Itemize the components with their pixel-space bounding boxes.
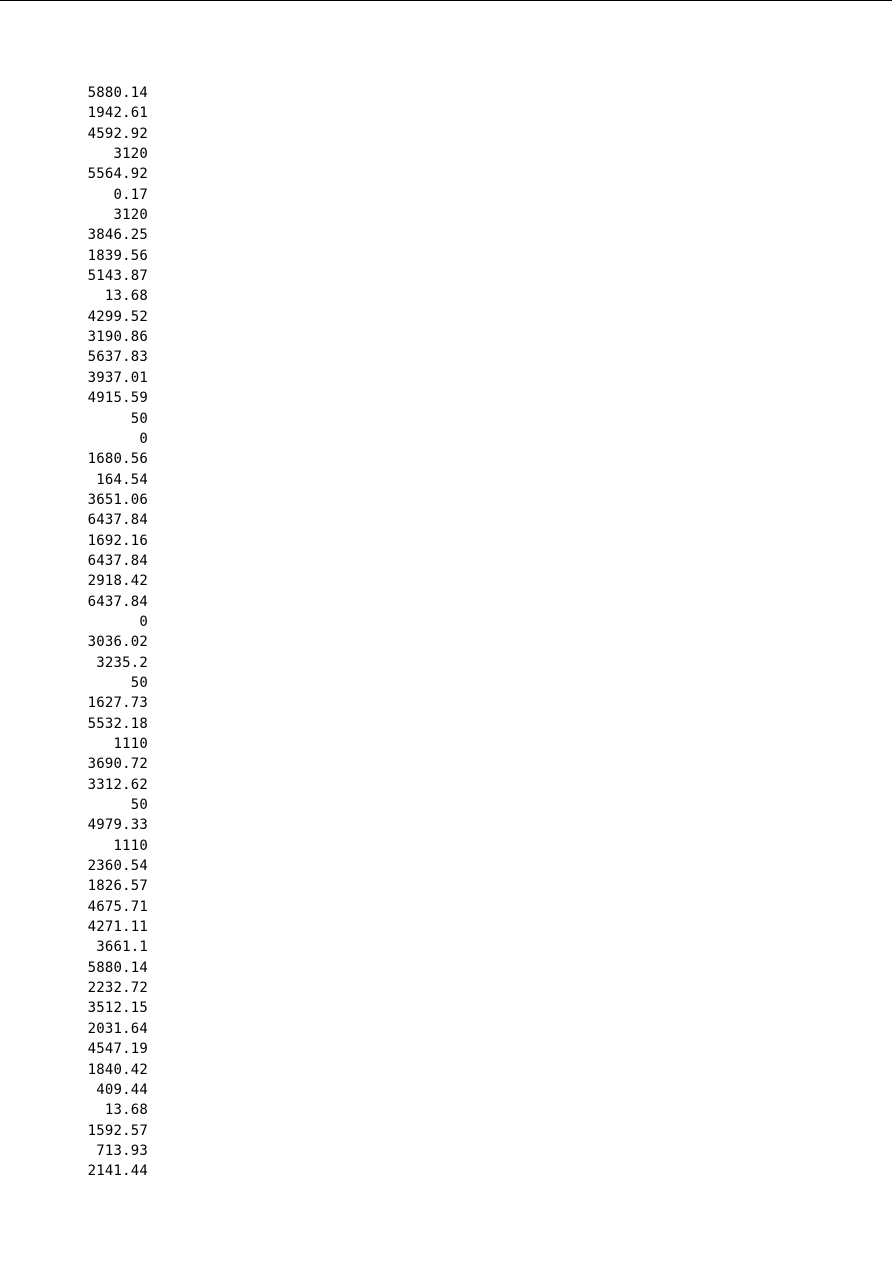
number-cell: 5564.92 (87, 166, 148, 183)
number-cell: 50 (130, 674, 148, 691)
number-cell: 6437.84 (87, 512, 148, 529)
number-cell: 1627.73 (87, 695, 148, 712)
number-cell: 1680.56 (87, 451, 148, 468)
number-cell: 3937.01 (87, 369, 148, 386)
number-cell: 4979.33 (87, 817, 148, 834)
number-cell: 4299.52 (87, 308, 148, 325)
number-cell: 2141.44 (87, 1163, 148, 1180)
number-cell: 13.68 (104, 1102, 148, 1119)
number-cell: 3120 (113, 207, 148, 224)
number-cell: 4547.19 (87, 1041, 148, 1058)
number-cell: 3651.06 (87, 491, 148, 508)
number-cell: 3661.1 (96, 939, 148, 956)
number-cell: 3512.15 (87, 1000, 148, 1017)
page-top-border (0, 0, 892, 1)
number-cell: 5880.14 (87, 959, 148, 976)
number-cell: 409.44 (96, 1081, 148, 1098)
number-cell: 3036.02 (87, 634, 148, 651)
number-cell: 3190.86 (87, 329, 148, 346)
number-cell: 4915.59 (87, 390, 148, 407)
number-cell: 164.54 (96, 471, 148, 488)
number-cell: 5532.18 (87, 715, 148, 732)
number-cell: 4675.71 (87, 898, 148, 915)
number-cell: 1942.61 (87, 105, 148, 122)
number-cell: 1840.42 (87, 1061, 148, 1078)
number-cell: 6437.84 (87, 593, 148, 610)
number-cell: 0.17 (113, 186, 148, 203)
number-column (60, 83, 148, 1182)
number-cell: 0 (139, 430, 148, 447)
number-cell: 6437.84 (87, 552, 148, 569)
number-cell: 1110 (113, 736, 148, 752)
number-cell: 1826.57 (87, 878, 148, 895)
number-cell: 5637.83 (87, 349, 148, 366)
number-cell: 3235.2 (96, 654, 148, 671)
number-cell: 3120 (113, 146, 148, 163)
number-cell: 2232.72 (87, 980, 148, 997)
number-cell: 1692.16 (87, 532, 148, 549)
number-cell: 713.93 (96, 1142, 148, 1159)
number-cell: 2918.42 (87, 573, 148, 590)
number-cell: 13.68 (104, 288, 148, 305)
number-cell: 3846.25 (87, 227, 148, 244)
number-cell: 4592.92 (87, 125, 148, 142)
number-cell: 3312.62 (87, 776, 148, 793)
number-cell: 2360.54 (87, 858, 148, 875)
number-cell: 1110 (113, 837, 148, 854)
number-cell: 0 (139, 613, 148, 630)
number-cell: 1839.56 (87, 247, 148, 264)
number-cell: 3690.72 (87, 756, 148, 773)
number-cell: 1592.57 (87, 1122, 148, 1139)
number-cell: 50 (130, 797, 148, 814)
number-cell: 4271.11 (87, 919, 148, 936)
number-cell: 2031.64 (87, 1020, 148, 1037)
number-cell: 5880.14 (87, 85, 148, 101)
number-cell: 5143.87 (87, 268, 148, 285)
number-cell: 50 (130, 410, 148, 427)
